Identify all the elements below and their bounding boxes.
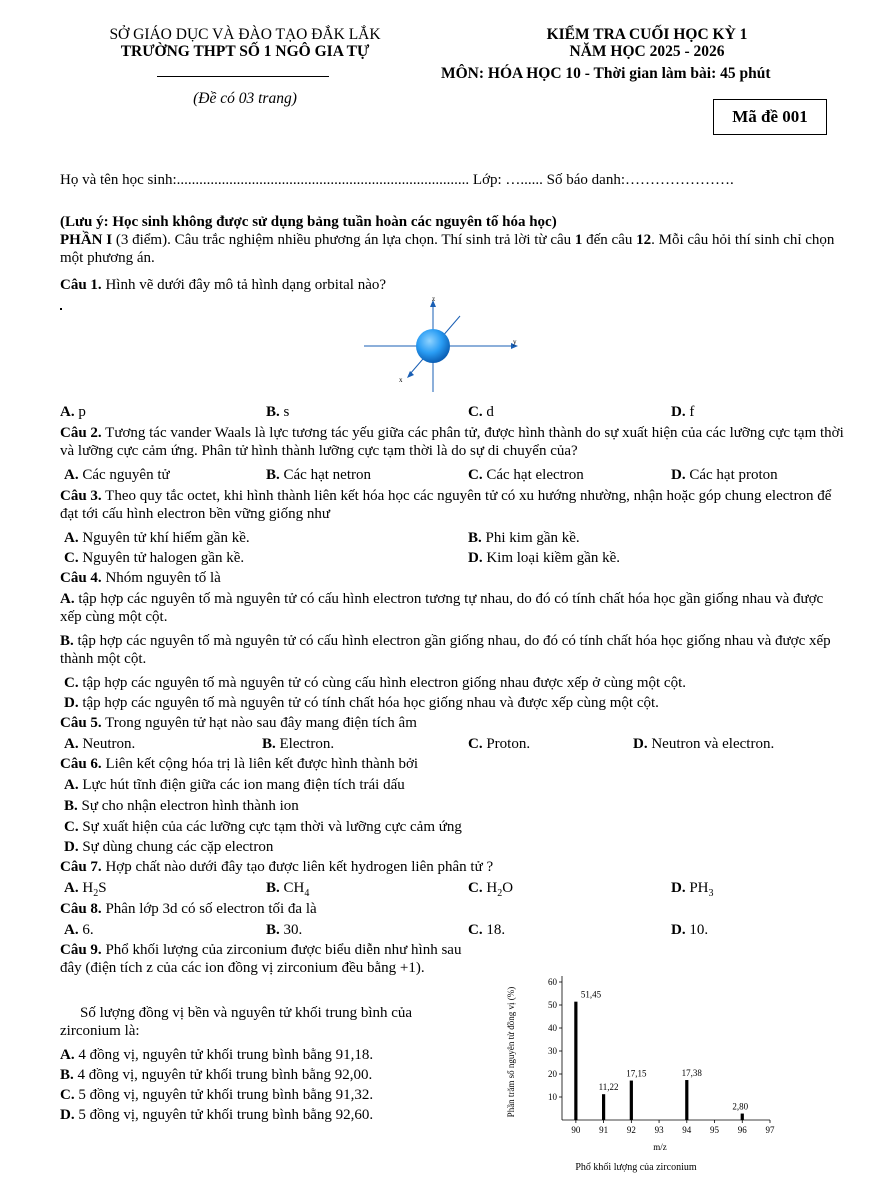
x-tick-label: 90: [571, 1125, 581, 1135]
spectrum-bar: [574, 1002, 577, 1120]
y-tick-label: 50: [548, 1000, 557, 1010]
x-tick-label: 93: [654, 1125, 664, 1135]
q4-option-d[interactable]: D. tập hợp các nguyên tố mà nguyên tử có tính chất hóa học giống nhau và được xếp cùng một cột.: [64, 695, 659, 711]
x-tick-label: 92: [626, 1125, 636, 1135]
q6-option-d[interactable]: D. Sự dùng chung các cặp electron: [64, 839, 274, 855]
q9-option-b[interactable]: B. 4 đồng vị, nguyên tử khối trung bình bằng 92,00.: [60, 1067, 373, 1083]
stray-dot: [60, 308, 62, 310]
x-tick-label: 94: [682, 1125, 692, 1135]
q5-option-b[interactable]: B. Electron.: [262, 736, 335, 752]
q2-option-a[interactable]: A. Các nguyên tử: [64, 467, 170, 483]
x-tick-label: 91: [599, 1125, 609, 1135]
mass-spectrum-chart: [500, 960, 780, 1175]
spectrum-bar: [602, 1094, 605, 1120]
q4-option-b[interactable]: B. tập hợp các nguyên tố mà nguyên tử có cấu hình electron gần giống nhau, do đó có tính chất hóa học giống nhau và được xếp thành một cột.: [60, 633, 831, 667]
q7-option-c[interactable]: C. $H_2O$: [468, 880, 514, 899]
bar-value-label: 17,15: [626, 1068, 647, 1079]
name-label: Họ và tên học sinh:: [60, 172, 177, 188]
q9-option-a[interactable]: A. 4 đồng vị, nguyên tử khối trung bình bằng 91,18.: [60, 1047, 374, 1063]
chart-x-axis-label: m/z: [653, 1142, 667, 1152]
bar-value-label: 2,80: [732, 1101, 749, 1112]
y-tick-label: 10: [548, 1092, 557, 1102]
q3-option-d[interactable]: D. Kim loại kiềm gần kề.: [468, 550, 621, 566]
chart-caption: Phổ khối lượng của zirconium: [575, 1162, 697, 1173]
q5-option-d[interactable]: D. Neutron và electron.: [633, 736, 775, 752]
q6-option-b[interactable]: B. Sự cho nhận electron hình thành ion: [64, 798, 299, 814]
school-name: TRƯỜNG THPT SỐ 1 NGÔ GIA TỰ: [120, 43, 370, 60]
q3-option-a[interactable]: A. Nguyên tử khí hiếm gần kề.: [64, 530, 250, 546]
y-tick-label: 20: [548, 1069, 557, 1079]
q7-option-a[interactable]: A. $H_2S$: [64, 880, 107, 899]
bar-value-label: 17,38: [681, 1068, 702, 1079]
axis-x-label: x: [399, 376, 403, 384]
page-count-note: (Đề có 03 trang): [193, 90, 297, 107]
question-6: Câu 6. Liên kết cộng hóa trị là liên kết được hình thành bởi: [60, 756, 419, 772]
part1-title: PHẦN I: [60, 232, 113, 248]
q1-option-c[interactable]: C. d: [468, 404, 494, 420]
x-tick-label: 96: [737, 1125, 747, 1135]
q3-option-c[interactable]: C. Nguyên tử halogen gần kề.: [64, 550, 245, 566]
y-tick-label: 40: [548, 1023, 557, 1033]
header-divider: [157, 76, 329, 77]
question-3: Câu 3. Theo quy tắc octet, khi hình thành liên kết hóa học các nguyên tử có xu hướng nhường, nhận hoặc góp chung electron để đạt tới cấu hình electron bền vững giống như: [60, 488, 832, 522]
q5-option-c[interactable]: C. Proton.: [468, 736, 531, 752]
x-tick-label: 95: [710, 1125, 720, 1135]
question-9: Câu 9. Phổ khối lượng của zirconium được biểu diễn như hình sau đây (điện tích z của các ion đồng vị zirconium đều bằng +1).: [60, 942, 462, 976]
q9-option-c[interactable]: C. 5 đồng vị, nguyên tử khối trung bình bằng 91,32.: [60, 1087, 374, 1103]
q6-option-c[interactable]: C. Sự xuất hiện của các lưỡng cực tạm thời và lưỡng cực cảm ứng: [64, 819, 462, 835]
spectrum-bar: [630, 1081, 633, 1120]
subject-time: MÔN: HÓA HỌC 10 - Thời gian làm bài: 45 phút: [441, 65, 771, 82]
x-tick-label: 97: [765, 1125, 775, 1135]
question-8: Câu 8. Phân lớp 3d có số electron tối đa là: [60, 901, 317, 917]
exam-title: KIỂM TRA CUỐI HỌC KỲ 1: [546, 26, 748, 43]
axis-y-label: y: [513, 338, 517, 346]
q2-option-d[interactable]: D. Các hạt proton: [671, 467, 778, 483]
bar-value-label: 11,22: [598, 1082, 619, 1093]
question-5: Câu 5. Trong nguyên tử hạt nào sau đây mang điện tích âm: [60, 715, 417, 731]
q8-option-d[interactable]: D. 10.: [671, 922, 709, 938]
q1-option-a[interactable]: A. p: [60, 404, 86, 420]
q3-option-b[interactable]: B. Phi kim gần kề.: [468, 530, 580, 546]
spectrum-bar: [741, 1114, 744, 1120]
q2-option-b[interactable]: B. Các hạt netron: [266, 467, 371, 483]
name-field[interactable]: ..............................................................................: [176, 172, 470, 188]
q5-option-a[interactable]: A. Neutron.: [64, 736, 136, 752]
y-tick-label: 30: [548, 1046, 557, 1056]
sbd-label: Số báo danh:………………….: [546, 172, 734, 188]
no-periodic-table-note: (Lưu ý: Học sinh không được sử dụng bảng tuần hoàn các nguyên tố hóa học): [60, 214, 557, 230]
student-info-line: [60, 172, 734, 189]
question-9-prompt: Số lượng đồng vị bền và nguyên tử khối trung bình của zirconium là:: [60, 1005, 413, 1039]
class-label: Lớp: …......: [472, 172, 547, 188]
school-department: SỞ GIÁO DỤC VÀ ĐÀO TẠO ĐẮK LẮK: [109, 26, 381, 43]
q8-option-a[interactable]: A. 6.: [64, 922, 94, 938]
orbital-s-figure: [358, 292, 528, 392]
q7-option-b[interactable]: B. $CH_4$: [266, 880, 310, 899]
q6-option-a[interactable]: A. Lực hút tĩnh điện giữa các ion mang điện tích trái dấu: [64, 777, 405, 793]
q8-option-c[interactable]: C. 18.: [468, 922, 506, 938]
question-2: Câu 2. Tương tác vander Waals là lực tương tác yếu giữa các phân tử, được hình thành do sự xuất hiện của các lưỡng cực tạm thời và lưỡng cực cảm ứng. Phân tử hình thành lưỡng cực tạm thời là do sự di chuyển của?: [60, 425, 844, 459]
q8-option-b[interactable]: B. 30.: [266, 922, 303, 938]
q1-option-d[interactable]: D. f: [671, 404, 695, 420]
school-year: NĂM HỌC 2025 - 2026: [569, 43, 725, 60]
question-4: Câu 4. Nhóm nguyên tố là: [60, 570, 221, 586]
part1-instructions: PHẦN I (3 điểm). Câu trắc nghiệm nhiều phương án lựa chọn. Thí sinh trả lời từ câu 1 đến câu 12. Mỗi câu hỏi thí sinh chỉ chọn một phương án.: [60, 232, 835, 266]
q2-option-c[interactable]: C. Các hạt electron: [468, 467, 584, 483]
q7-option-d[interactable]: D. $PH_3$: [671, 880, 714, 899]
q9-option-d[interactable]: D. 5 đồng vị, nguyên tử khối trung bình bằng 92,60.: [60, 1107, 374, 1123]
chart-y-axis-label: Phần trăm số nguyên tử đồng vị (%): [506, 986, 516, 1118]
q1-option-b[interactable]: B. s: [266, 404, 290, 420]
exam-code-box: Mã đề 001: [713, 99, 827, 135]
question-7: Câu 7. Hợp chất nào dưới đây tạo được liên kết hydrogen liên phân tử ?: [60, 859, 494, 875]
question-1: Câu 1. Hình vẽ dưới đây mô tả hình dạng orbital nào?: [60, 277, 387, 293]
spectrum-bar: [685, 1080, 688, 1120]
q4-option-c[interactable]: C. tập hợp các nguyên tố mà nguyên tử có cùng cấu hình electron giống nhau được xếp ở cùng một cột.: [64, 675, 686, 691]
axis-z-label: z: [432, 295, 436, 303]
q4-option-a[interactable]: A. tập hợp các nguyên tố mà nguyên tử có cấu hình electron tương tự nhau, do đó có tính chất hóa học gần giống nhau và được xếp cùng một cột.: [60, 591, 824, 625]
bar-value-label: 51,45: [580, 989, 602, 1000]
y-tick-label: 60: [548, 977, 557, 987]
